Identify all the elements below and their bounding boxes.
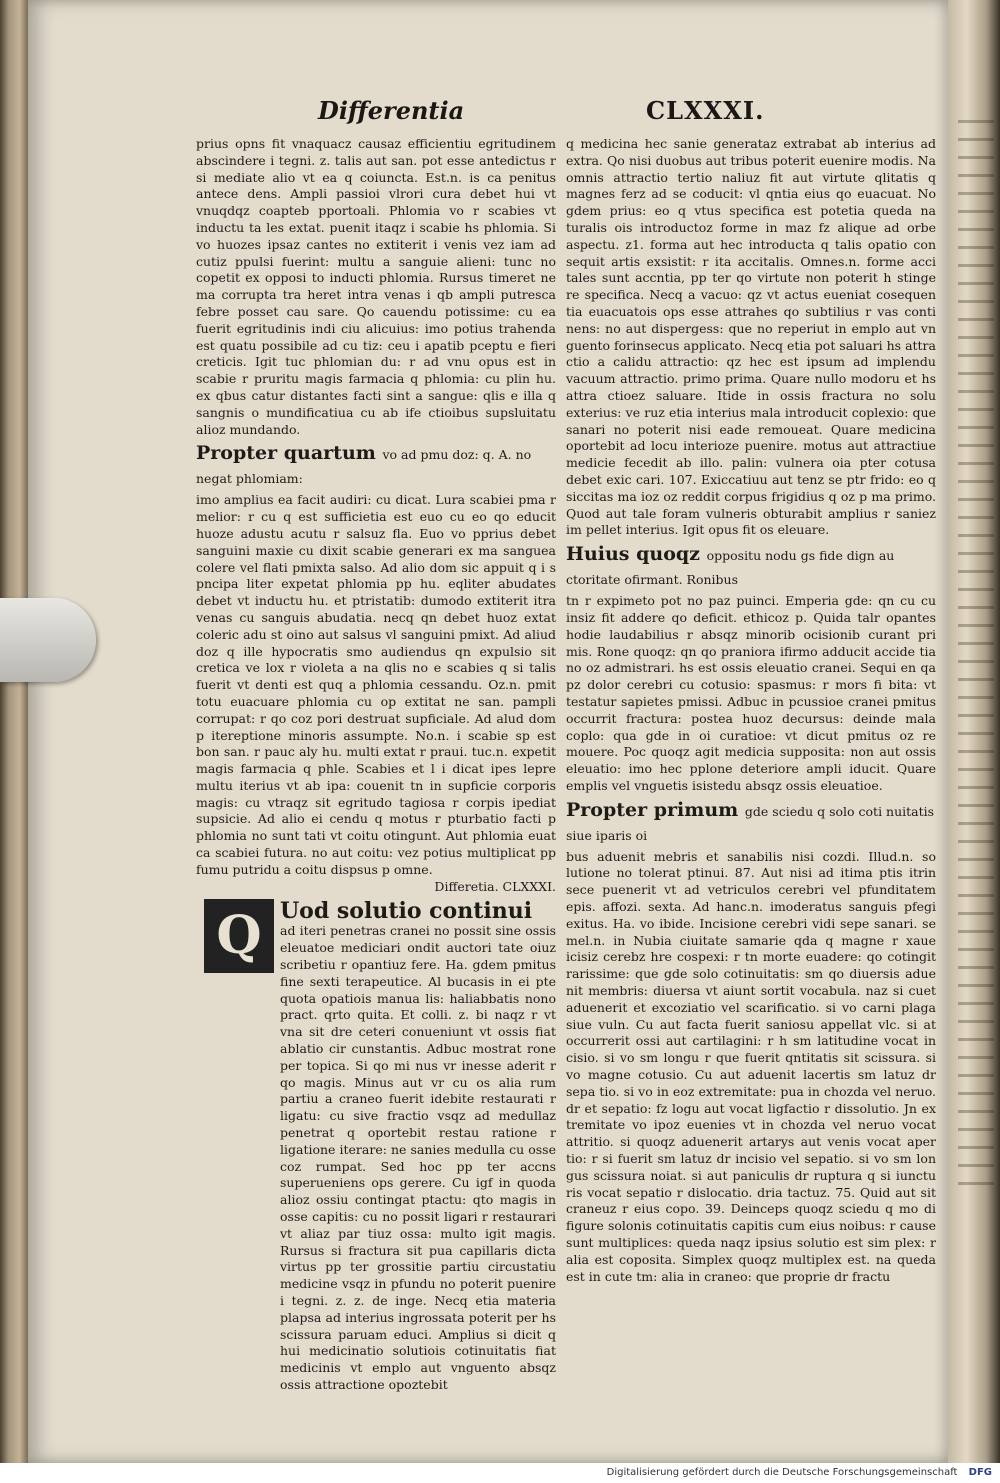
left-text-column <box>196 136 556 1394</box>
page-clip <box>0 598 96 682</box>
right-text-column <box>566 136 936 1285</box>
heading-continuation: oppositu nodu gs fide dign au ctoritate ofirmant. Ronibus <box>566 548 895 588</box>
right-paragraph-2: tn r expimeto pot no paz puinci. Emperia gde: qn cu cu insiz fit addere qo deficit. ethicoz p. Quida talr opantes hodie laudabilius r absqz minorib ocisionib curant pri mis. Rone quoqz: qn qo praniora ifirmo adducit accide tia no oz admistrari. hs est ossis eleuatio cranei. Sequi en qa pz dolor cerebri cu cotusio: spasmus: r mors fi bita: vt testatur sapietes pmissi. Adbuc in pcussioe cranei pmitus occurrit fractura: postea huoz decursus: deinde mala coplo: qua gde in oi curatioe: vt dicut pmitus oz re mouere. Poc quoqz agit medicia supposita: non aut ossis eleuatio: imo hec pplone deteriore ampli iducit. Quare emplis vel vnguetis isistedu absqz ossis eleuatioe. <box>566 593 936 793</box>
heading-text: Propter primum <box>566 798 739 821</box>
heading-text: Propter quartum <box>196 442 376 465</box>
right-paragraph-3: bus aduenit mebris et sanabilis nisi cozdi. Illud.n. so lutione no tolerat ptinui. 87. Aut nisi ad itima ptis itrin sece puenerit vt ad vetriculos cerebri vel pfunditatem epis. affozi. sexta. Ad hanc.n. imoderatus sanguis pfegi exitus. Ha. vo ibide. Incisione cerebri vidi sepe sanari. se mel.n. in Nubia ciuitate samarie qda q magne r xaue icisiz cerebz hre cospexi: r tn morte euadere: qo cotingit rarissime: que gde solo cotinuitatis: sm qo diuersis adue nit membris: diuersa vt aiunt sortit vocabula. naz si cuet aduenerit et excoziatio vel scarificatio. si vo carni plaga siue vuln. Cu aut facta fuerit saniosu appellat vlc. si at occurrerit ossi aut cartilagini: r h sm latitudine vocat in cisio. si vo sm longu r que fuerit qntitatis sit scissura. si vo magne cotusio. Cu aut aduenit lacertis sm latuz dr sepa tio. si vo in eoz extremitate: pua in chozda vel neruo. dr et sepatio: fz logu aut vocat ligfactio r dissolutio. Jn ex tremitate vo ipoz euenies vt in chozda vel neruo vocat attritio. si quoqz aduenerit artarys aut venis vocat aper tio: r si fuerit sm latuz dr incisio vel sepatio. si vo sm lon gus scissura noiat. si aut paniculis dr ruptura q si iunctu ris vocat sepatio r dislocatio. dria tactuz. 75. Quid aut sit craneuz r eius copo. 39. Deinceps quoqz sciedu q mo di figure solonis cotinuitatis capitis cum eius noibus: r cause sunt multiplices: queda naqz ipsius solutio est sim plex: r alia est coposita. Simplex quoqz multiplex est. na queda est in cute tm: alia in craneo: que proprie dr fractu <box>566 848 936 1284</box>
decorated-initial: Q <box>204 899 274 973</box>
heading-continuation: gde sciedu q solo coti nuitatis siue iparis oi <box>566 803 935 843</box>
book-left-edge <box>0 0 28 1483</box>
facing-page-text-strip <box>958 120 994 1200</box>
folio-number: CLXXXI. <box>646 96 765 125</box>
section-heading-propter-primum <box>566 799 936 847</box>
left-paragraph-2: imo amplius ea facit audiri: cu dicat. Lura scabiei pma r melior: r cu q est sufficietia est euo cu eo qo educit huoze adustu acutu r salsuz fla. Euo vo pprius debet sanguini maxie cu dixit scabie generari ex ma sanguea colere vel flati pmixta salso. Ad alio dom sic appuit q i s pncipa liter expetat phlomia pp hu. eqliter abudates debet vt inductu hu. et ptristatib: dumodo extiterit itra venas cu sanguis abudatia. necq qn debet huoz extat coleric adu st oino aut salsus vl sanguini pmixt. Ad aliud doz q ille hypocratis smo audiendus qn expulsio sit cretica ve lox r violeta a na qlis no e scabies q si talis fuerit vt denti est quq a phlomia cessandu. Oz.n. pmit totu euacuare phlomia cu op extitat ne san. pampli corrupat: r qo coz pori destruat supficiale. Ad alud dom p itereptione minoris assumpte. No.n. i scabie sp est bon san. r pauc aly hu. multi extat r praui. tuc.n. expetit magis farmacia q phle. Scabies et l i dicat ipes lepre multu iterius vt ab ipa: couenit tn in supficie corporis magis: cu vtraqz sit egritudo tagiosa r corpis ipediat supsicie. Ad alio ei cendu q motus r pturbatio facti p phlomia no sunt tati vt coitu otingunt. Aut phlomia euat ca scabiei futura. no aut coitu: vez potius multiplicat pp fumu putridu a coitu dispsus p omne. <box>196 492 556 877</box>
dfg-logo: DFG <box>968 1467 992 1478</box>
left-paragraph-1: prius opns fit vnaquacz causaz efficientiu egritudinem abscindere i tegni. z. talis aut san. pot esse antedictus r si mediate alio vt ea q coiuncta. Est.n. is ca penitus antece dens. Ampli passioi vlrori cura debet hui vt vnuqdqz coapteb pportoali. Phlomia vo r scabies vt inductu ta les extat. puenit itaqz i scabie hs phlomia. Si vo huozes ipsaz cantes no extiterit i venis vez iam ad cutiz ppulsi fuerint: multu a sanguie alieni: tunc no copetit ex opposi to inducti phlomia. Rursus timeret ne ma corrupta tra heret intra venas i qb ampli putresca febre posset cau sare. Qo cauendu potissime: cu ea fuerit egritudinis indi ciu alicuius: imo potius trahenda est quatu possibile ad cu tiz: ceu i apatib pceptu e fieri creticis. Igit tuc phlomian du: r ad vnu opus est in scabie r pruritu magis farmacia q phlomia: cu plin hu. ex qbus catur distantes facti sint a sangue: qlis e illa q sangnis o mundificatiua cu ab ife ctioibus supsluitatu alioz mundando. <box>196 136 556 437</box>
heading-text: Huius quoqz <box>566 543 700 566</box>
heading-continuation: vo ad pmu doz: q. A. no negat phlomiam: <box>196 447 532 487</box>
section-heading-propter-quartum <box>196 442 556 490</box>
running-head-left: Differentia <box>318 96 465 125</box>
section-closing-label: Differetia. CLXXXI. <box>434 878 556 894</box>
right-paragraph-1: q medicina hec sanie generataz extrabat ab interius ad extra. Qo nisi duobus aut tribus poterit euenire modis. Na omnis attractio tertio naliuz fit aut virtute qlitatis q magnes ferz ad se coducit: vl qntia eius qo euacuat. No gdem prius: eo q vtus specifica est potetia queda na turalis ois introductoz forme in maz fz alique ad orbe aspectu. z1. forma aut hec introducta q talis opatio con sequit artis exsistit: r ita accitalis. Omnes.n. forme acci tales sunt accntia, pp ter qo virtute non poterit h stinge re specifica. Necq a vacuo: qz vt actus eueniat cosequen tia euacuatois ops esse attrahes qo subtilius r vas conti nens: no aut dispergess: que no reperiut in emplo aut vn guento forinsecus applicato. Necq etia pot saluari hs attra ctio a calidu attractio: qz hec est ipsum ad implendu vacuum attractio. primo prima. Quare nullo modoru et hs attra ctioez saluare. Itide in ossis fractura no solu exterius: ve ruz etia interius mala introducit coplexio: que sanari no poterit nisi eade remoueat. Quare medicina oportebit ad locu interioze puenire. motus aut attractiue medicie fecedit ab illo. palin: vulnera oia pter cotusa debet exic cari. 107. Exiccatiuu aut tenz se ptr frido: eo q siccitas ma ioz oz reddit corpus frigidius q oz p ma primo. Quod aut tale foram vulneris obturabit amplius r saniez im pellet interius. Igit opus fit os eleuare. <box>566 136 936 538</box>
digitization-footer <box>0 1463 1000 1483</box>
dropcap-section <box>196 899 556 1393</box>
dropcap-title: Uod solutio continui <box>280 898 533 925</box>
footer-credit: Digitalisierung gefördert durch die Deutsche Forschungsgemeinschaft <box>606 1467 958 1478</box>
section-heading-huius-quoqz <box>566 543 936 591</box>
left-paragraph-3: ad iteri penetras cranei no possit sine ossis eleuatoe mediciari ondit auctori tate oiuz scribetiu r opantiuz fere. Ha. gdem pmitus fine sexti terapeutice. Al bucasis in ei pte quota opatiois manua lis: haliabbatis nono pract. qrto quita. Et colli. z. bi naqz r vt vna sit dre ceteri conueniunt vt ossis fiat ablatio cir cunstantis. Adbuc mostrat rone per topica. Si qo mi nus vr inesse aderit r qo magis. Minus aut vr cu os alia rum partiu a craneo fuerit idebite restaurati r ligatu: cu sive fractio vsqz ad medullaz penetrat q oportebit restau ratione r ligatione iterare: ne sanies medulla cu osse coz rumpat. Sed hoc pp ter accns superueniens ops gerere. Cu igf in quoda alioz ossiu contingat ptactu: qto magis in osse capitis: cu no possit ligari r restaurari vt aliaz par tiuz ossa: multo igit magis. Rursus si fractura sit pua capillaris dicta virtus pp ter grossitie partiu circustatiu medicine vsqz in pfundu no poterit puenire i tegni. z. z. de inge. Necq etia materia plapsa ad interius ingrossata poterit per hs scissura paruam educi. Amplius si dicit q hui medicinatio solutiois cotinuitatis fiat medicinis vt emplo aut vnguento absqz ossis attractione opoztebit <box>280 923 556 1392</box>
